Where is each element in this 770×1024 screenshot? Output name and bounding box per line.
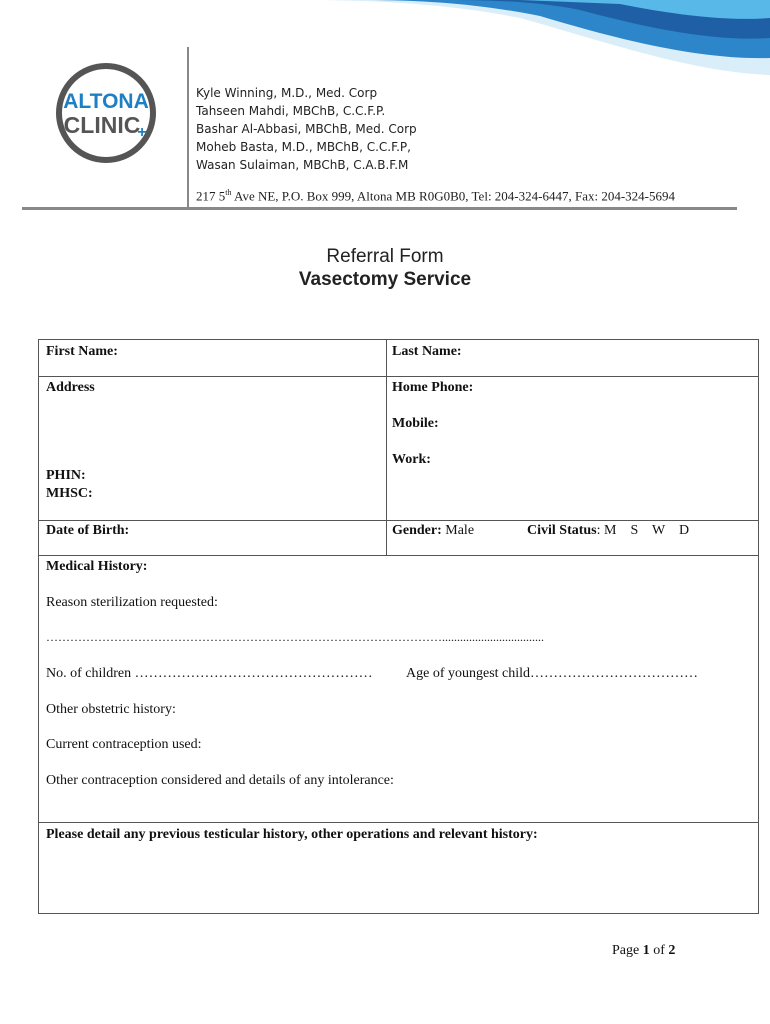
doctor-name: Bashar Al-Abbasi, MBChB, Med. Corp <box>196 122 417 136</box>
page-number: Page 1 of 2 <box>612 943 676 958</box>
logo-text-altona: ALTONA <box>63 90 149 113</box>
gender-field[interactable]: Gender: Male <box>392 523 475 538</box>
doctor-name: Wasan Sulaiman, MBChB, C.A.B.F.M <box>196 158 409 172</box>
form-title: Referral Form <box>326 246 444 267</box>
logo-plus-icon: + <box>137 124 147 141</box>
other-contraception-label[interactable]: Other contraception considered and details of any intolerance: <box>46 773 394 788</box>
obstetric-history-label[interactable]: Other obstetric history: <box>46 702 176 717</box>
reason-label[interactable]: Reason sterilization requested: <box>46 595 218 610</box>
dob-label[interactable]: Date of Birth: <box>46 523 130 538</box>
current-contraception-label[interactable]: Current contraception used: <box>46 737 202 752</box>
row-divider <box>39 822 758 823</box>
altona-clinic-logo <box>54 61 158 165</box>
home-phone-label[interactable]: Home Phone: <box>392 380 474 395</box>
doctor-name: Kyle Winning, M.D., Med. Corp <box>196 86 378 100</box>
work-label[interactable]: Work: <box>392 452 431 467</box>
testicular-history-label[interactable]: Please detail any previous testicular history, other operations and relevant history: <box>46 827 538 842</box>
youngest-child-field[interactable]: Age of youngest child……………………………… <box>406 666 699 681</box>
header-vertical-divider <box>187 47 189 207</box>
referral-form-table <box>38 339 759 914</box>
clinic-address: 217 5th Ave NE, P.O. Box 999, Altona MB R0G0B0, Tel: 204-324-6447, Fax: 204-324-5694 <box>196 188 675 204</box>
address-label[interactable]: Address <box>46 380 95 395</box>
last-name-label[interactable]: Last Name: <box>392 344 462 359</box>
logo-text-clinic: CLINIC <box>63 112 141 138</box>
civil-status-field[interactable]: Civil Status: M S W D <box>527 523 690 538</box>
phin-label[interactable]: PHIN: <box>46 468 86 483</box>
first-name-label[interactable]: First Name: <box>46 344 118 359</box>
reason-dotted-line[interactable]: ……………………………………………………………………………………….................................. <box>46 630 544 644</box>
doctors-list <box>196 84 417 174</box>
mhsc-label[interactable]: MHSC: <box>46 486 93 501</box>
row-divider <box>39 520 758 521</box>
form-subtitle: Vasectomy Service <box>298 269 472 290</box>
row-divider <box>39 555 758 556</box>
doctor-name: Moheb Basta, M.D., MBChB, C.C.F.P, <box>196 140 411 154</box>
medical-history-label: Medical History: <box>46 559 148 574</box>
row-divider <box>39 376 758 377</box>
doctor-name: Tahseen Mahdi, MBChB, C.C.F.P. <box>196 104 386 118</box>
column-divider <box>386 340 387 555</box>
children-field[interactable]: No. of children …………………………………………… <box>46 666 373 681</box>
header-horizontal-divider <box>22 207 737 210</box>
mobile-label[interactable]: Mobile: <box>392 416 439 431</box>
